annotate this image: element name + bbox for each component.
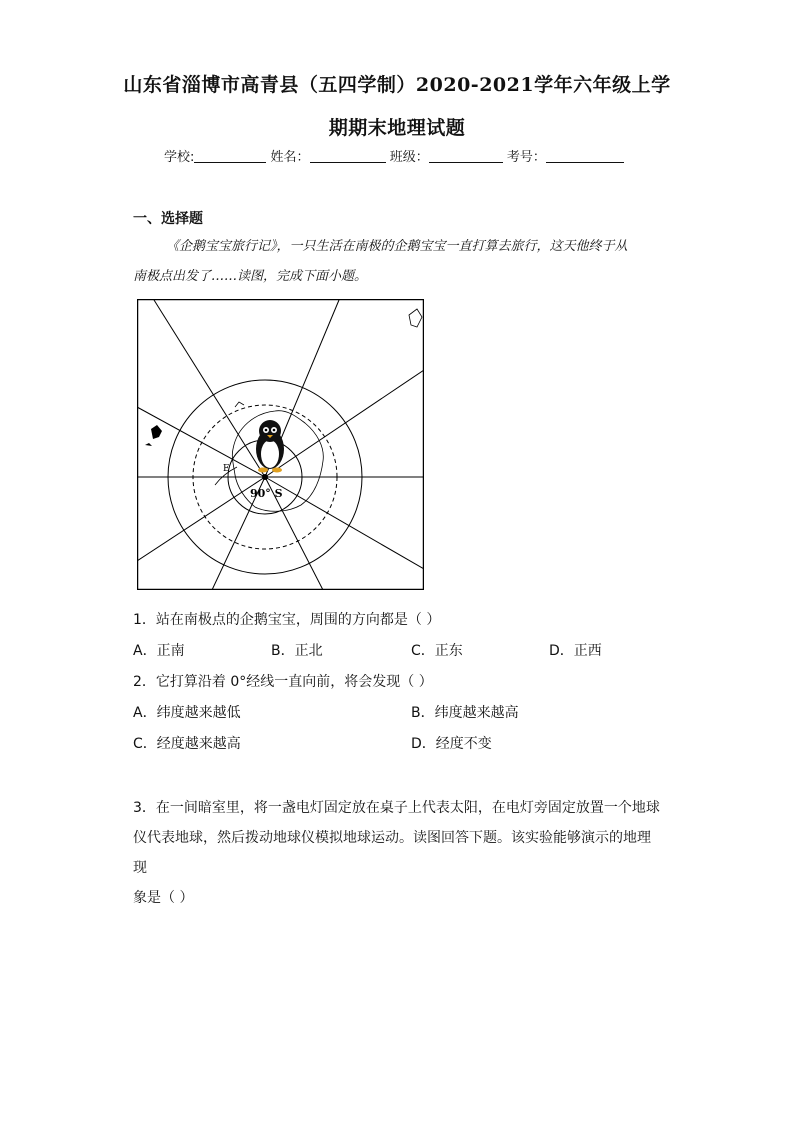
class-label: 班级： — [389, 150, 429, 165]
class-blank[interactable] — [429, 150, 503, 163]
q3-line2: 仪代表地球，然后拨动地球仪模拟地球运动。读图回答下题。该实验能够演示的地理现 — [133, 830, 651, 876]
q1-option-a[interactable]: A．正南 — [133, 643, 185, 659]
polar-map-svg — [137, 299, 424, 590]
south-pole-map — [137, 299, 424, 590]
name-label: 姓名： — [270, 150, 310, 165]
student-info-row — [164, 146, 624, 165]
exam-number-label: 考号： — [506, 150, 546, 165]
q2-option-c[interactable]: C．经度越来越高 — [133, 736, 241, 752]
q2-option-d[interactable]: D．经度不变 — [411, 736, 492, 752]
school-blank[interactable] — [194, 150, 266, 163]
south-pole-dot — [262, 474, 268, 480]
intro-line1: 《企鹅宝宝旅行记》，一只生活在南极的企鹅宝宝一直打算去旅行，这天他终于从 — [166, 239, 628, 254]
section-heading: 一、选择题 — [133, 211, 203, 227]
question-3-text — [133, 793, 663, 913]
intro-line2: 南极点出发了……读图，完成下面小题。 — [133, 269, 368, 284]
q1-option-d[interactable]: D．正西 — [549, 643, 602, 659]
map-land-label: E — [223, 464, 230, 474]
exam-number-blank[interactable] — [546, 150, 624, 163]
pole-label: 90° S — [250, 487, 283, 500]
q1-option-c[interactable]: C．正东 — [411, 643, 463, 659]
q3-line1: 3．在一间暗室里，将一盏电灯固定放在桌子上代表太阳，在电灯旁固定放置一个地球 — [133, 800, 660, 816]
q3-line3: 象是（ ） — [133, 890, 194, 906]
question-2-text: 2．它打算沿着 0°经线一直向前，将会发现（ ） — [133, 674, 433, 690]
question-1-text: 1．站在南极点的企鹅宝宝，周围的方向都是（ ） — [133, 612, 441, 628]
page-title-line1: 山东省淄博市高青县（五四学制）2020-2021学年六年级上学 — [123, 74, 671, 96]
q1-option-b[interactable]: B．正北 — [271, 643, 323, 659]
name-blank[interactable] — [310, 150, 386, 163]
q2-option-a[interactable]: A．纬度越来越低 — [133, 705, 241, 721]
page-title-line2: 期期末地理试题 — [328, 117, 466, 139]
school-label: 学校: — [164, 150, 195, 165]
q2-option-b[interactable]: B．纬度越来越高 — [411, 705, 519, 721]
